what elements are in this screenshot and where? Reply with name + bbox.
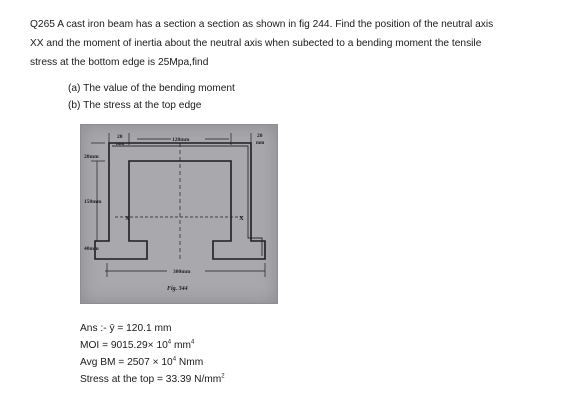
answer-moi [80, 337, 225, 354]
axis-left-label: X [125, 215, 130, 222]
part-b [68, 97, 235, 114]
part-a-text: The value of the bending moment [83, 83, 235, 94]
part-b-text: The stress at the top edge [83, 100, 202, 111]
part-a-label: (a) [68, 83, 81, 94]
question-parts [68, 80, 235, 114]
answer-moi-main: MOI = 9015.29× 10 [80, 340, 168, 351]
answer-bending-moment [80, 354, 225, 371]
answer-bm-main: Avg BM = 2507 × 10 [80, 357, 173, 368]
answer-stress-exp: 2 [221, 373, 225, 380]
answer-stress-main: Stress at the top = 33.39 N/mm [80, 374, 222, 385]
answer-bm-unit: Nmm [176, 357, 204, 368]
answer-bm-exp: 4 [172, 356, 177, 363]
axis-right-label: X [239, 215, 244, 222]
figure-caption: Fig. 344 [167, 286, 188, 292]
answers [80, 320, 225, 388]
question-line-3: stress at the bottom edge is 25Mpa,find [30, 57, 209, 68]
question-text [30, 15, 562, 72]
dim-flange-label: 20mm [84, 154, 99, 160]
dim-left-top-num: 20 [117, 134, 123, 140]
answer-top-stress [80, 371, 225, 388]
dim-right-top-num: 20 [257, 133, 263, 139]
beam-inner-outline [112, 146, 262, 256]
dim-top-label: 120mm [172, 137, 190, 143]
answer-moi-exp: 4 [167, 339, 172, 346]
dim-left-top-unit: mm [116, 142, 125, 147]
beam-section-drawing [81, 125, 277, 303]
dim-web-label: 150mm [84, 199, 102, 205]
answer-moi-unit: mm [171, 340, 191, 351]
question-line-1: Q265 A cast iron beam has a section a section as shown in fig 244. Find the position of the neutral axis [30, 19, 494, 30]
answer-moi-unit-exp: 4 [190, 339, 195, 346]
part-b-label: (b) [68, 100, 81, 111]
part-a [68, 80, 235, 97]
beam-section-figure [80, 124, 278, 304]
dim-bottom-flange-label: 40mm [84, 246, 99, 252]
dim-bottom-label: 300mm [173, 269, 191, 275]
answer-centroid: Ans :- ӯ = 120.1 mm [80, 323, 172, 334]
question-line-2: XX and the moment of inertia about the neutral axis when subected to a bending moment the tensile [30, 38, 482, 49]
dim-right-top-unit: mm [256, 141, 265, 146]
